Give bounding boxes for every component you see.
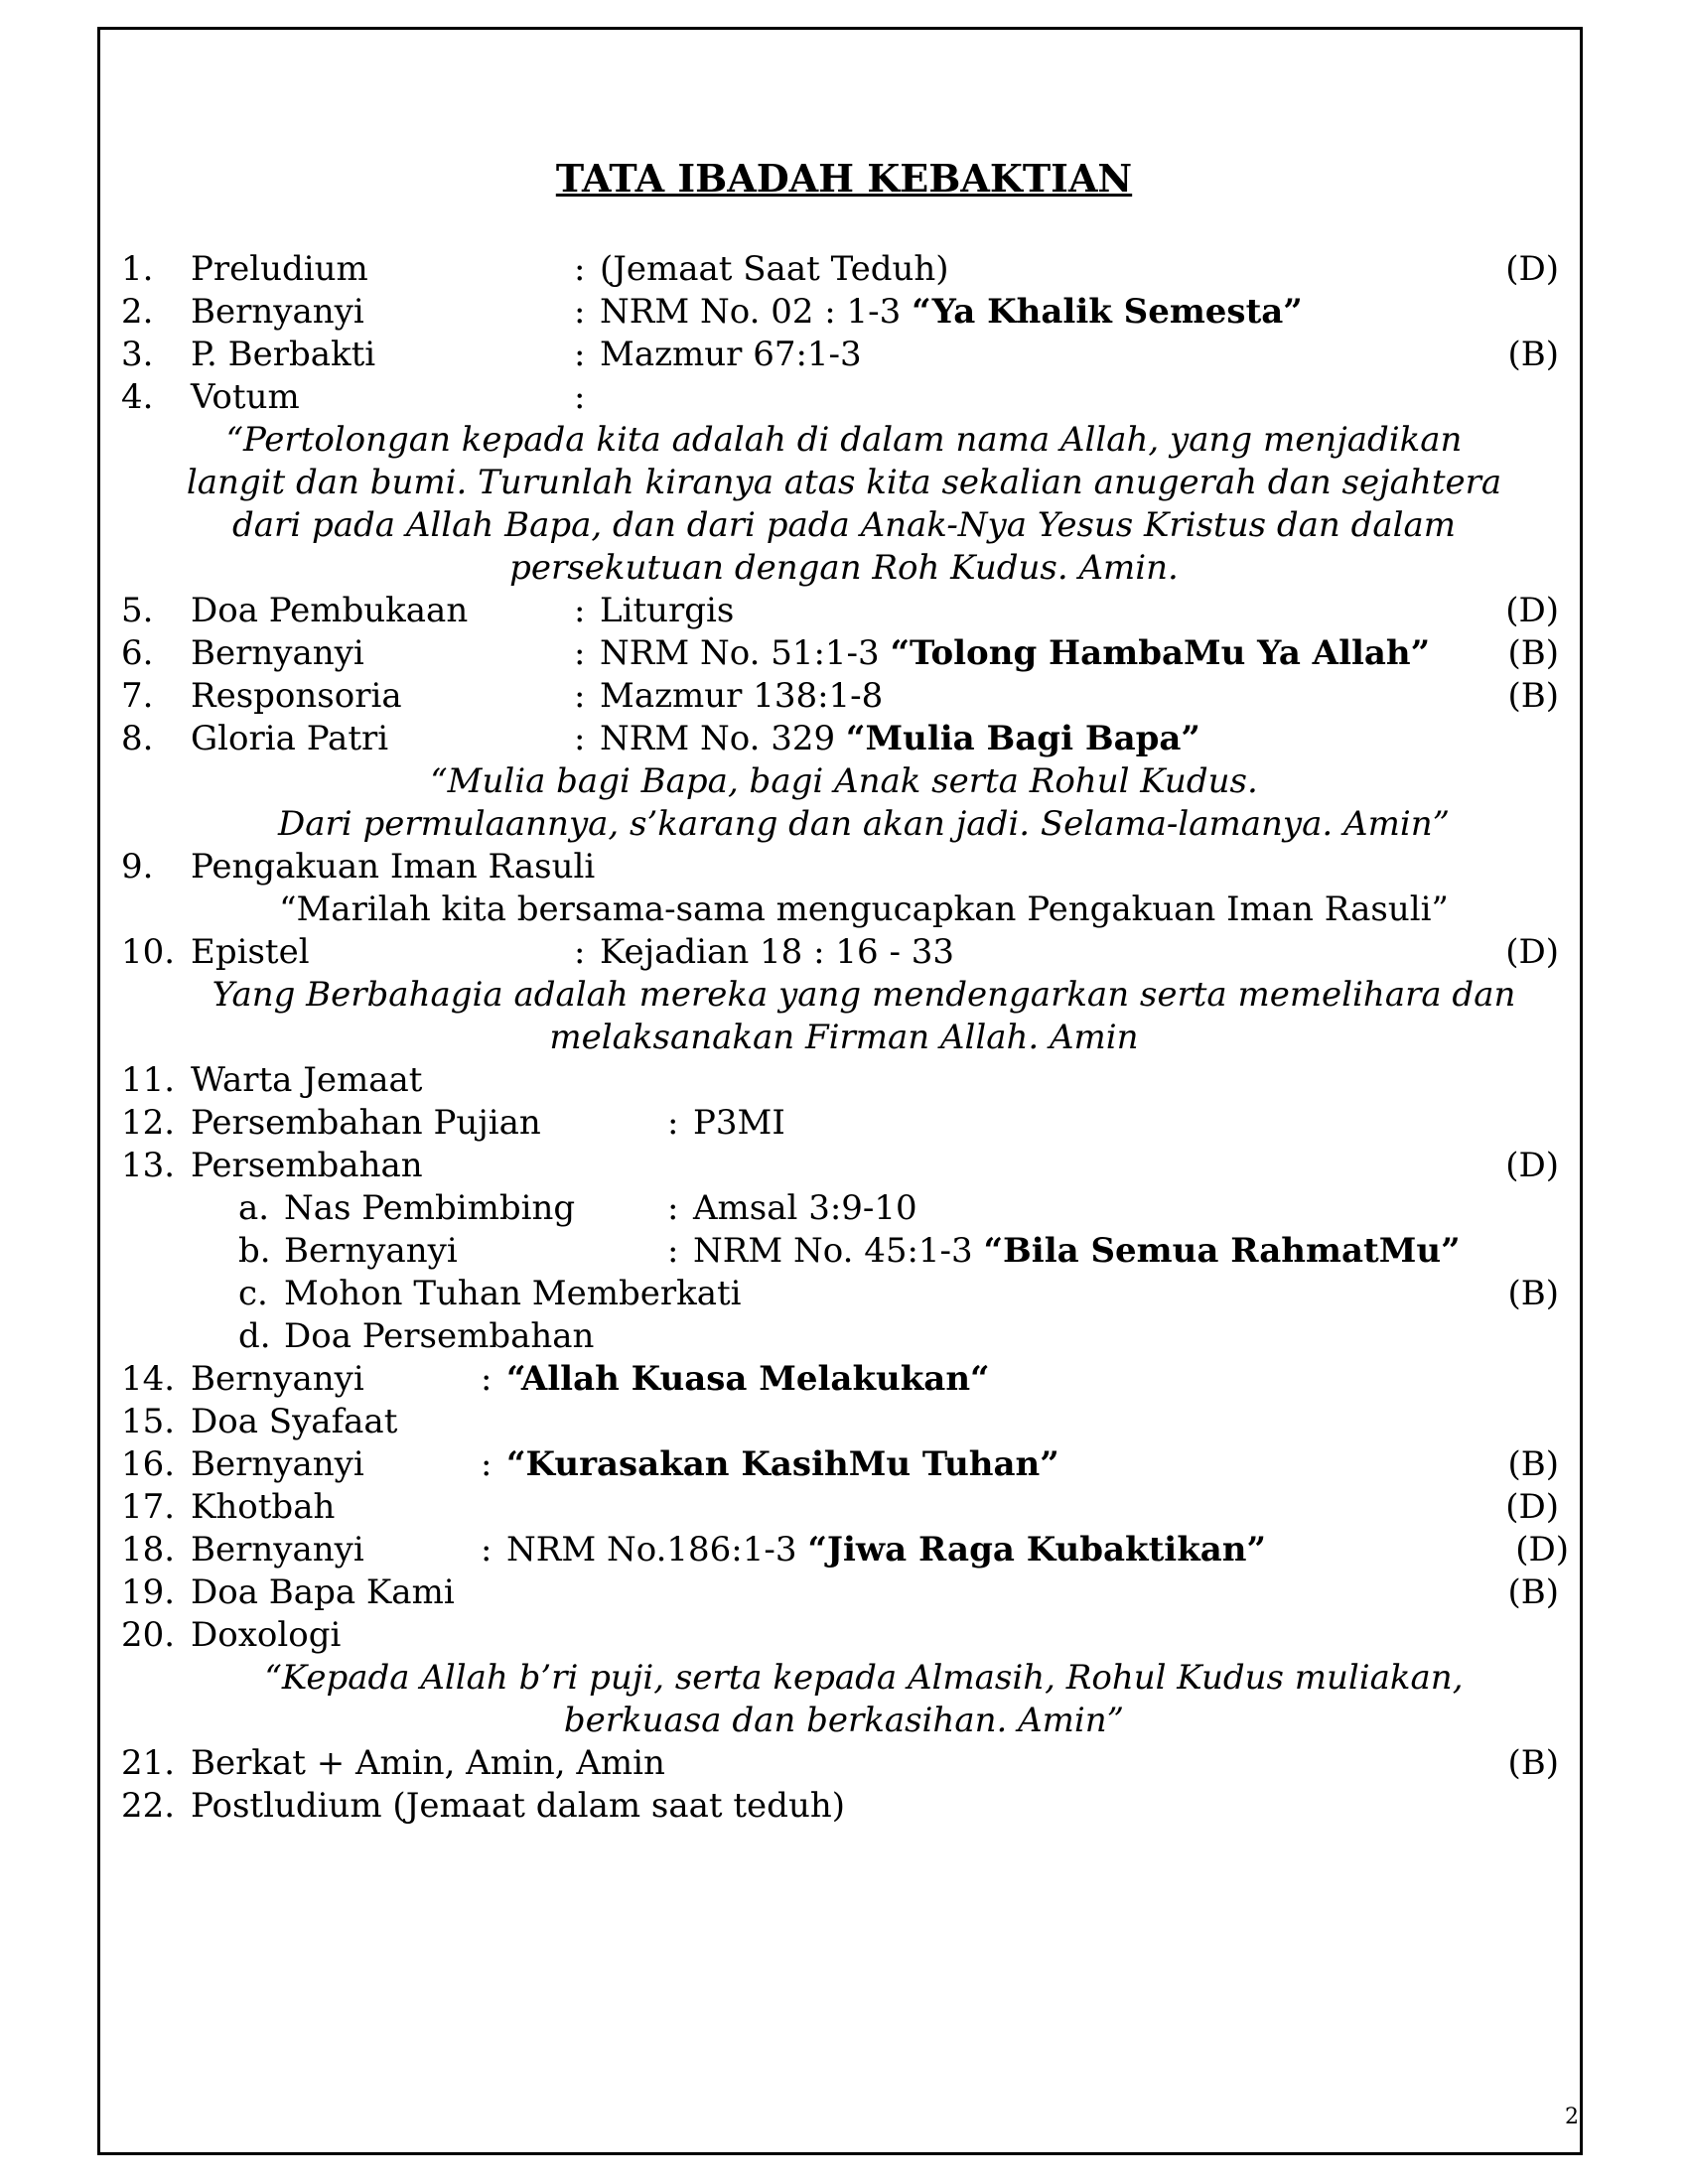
epistel-text: melaksanakan Firman Allah. Amin <box>549 1018 1139 1057</box>
iman-text: “Marilah kita bersama-sama mengucapkan Pengakuan Iman Rasuli” <box>279 889 1449 929</box>
list-item: 20. Doxologi <box>121 1615 342 1655</box>
sub-list-item: b. Bernyanyi : NRM No. 45:1-3 “Bila Semua RahmatMu” <box>238 1231 1461 1271</box>
list-item: 2. Bernyanyi : NRM No. 02 : 1-3 “Ya Khalik Semesta” <box>121 292 1303 332</box>
gloria-text: “Mulia bagi Bapa, bagi Anak serta Rohul Kudus. <box>430 761 1258 801</box>
sub-list-item: c. Mohon Tuhan Memberkati (B) <box>238 1274 1559 1313</box>
list-item: 5. Doa Pembukaan : Liturgis (D) <box>121 591 1559 630</box>
doxologi-text: “Kepada Allah b’ri puji, serta kepada Almasih, Rohul Kudus muliakan, <box>264 1658 1464 1698</box>
list-item: 16. Bernyanyi : “Kurasakan KasihMu Tuhan” (B) <box>121 1444 1559 1484</box>
list-item: 9. Pengakuan Iman Rasuli <box>121 847 596 887</box>
list-item: 14. Bernyanyi : “Allah Kuasa Melakukan“ <box>121 1359 990 1399</box>
sub-list-item: d. Doa Persembahan <box>238 1316 595 1356</box>
list-item: 6. Bernyanyi : NRM No. 51:1-3 “Tolong HambaMu Ya Allah” (B) <box>121 633 1559 673</box>
list-item: 12. Persembahan Pujian : P3MI <box>121 1103 785 1143</box>
page-title: TATA IBADAH KEBAKTIAN <box>555 156 1133 201</box>
list-item: 8. Gloria Patri : NRM No. 329 “Mulia Bagi Bapa” <box>121 719 1200 758</box>
list-item: 15. Doa Syafaat <box>121 1402 398 1441</box>
sub-list-item: a. Nas Pembimbing : Amsal 3:9-10 <box>238 1188 917 1228</box>
votum-text: dari pada Allah Bapa, dan dari pada Anak-Nya Yesus Kristus dan dalam <box>231 505 1457 545</box>
list-item: 10. Epistel : Kejadian 18 : 16 - 33 (D) <box>121 932 1559 972</box>
list-item: 19. Doa Bapa Kami (B) <box>121 1572 1559 1612</box>
list-item: 3. P. Berbakti : Mazmur 67:1-3 (B) <box>121 335 1559 374</box>
epistel-text: Yang Berbahagia adalah mereka yang mendengarkan serta memelihara dan <box>211 975 1516 1015</box>
votum-text: persekutuan dengan Roh Kudus. Amin. <box>509 548 1179 588</box>
list-item: 11. Warta Jemaat <box>121 1060 423 1100</box>
list-item: 7. Responsoria : Mazmur 138:1-8 (B) <box>121 676 1559 716</box>
list-item: 4. Votum : <box>121 377 586 417</box>
list-item: 18. Bernyanyi : NRM No.186:1-3 “Jiwa Raga Kubaktikan” (D) <box>121 1530 1569 1570</box>
list-item: 22. Postludium (Jemaat dalam saat teduh) <box>121 1786 845 1826</box>
doxologi-text: berkuasa dan berkasihan. Amin” <box>563 1701 1125 1740</box>
votum-text: “Pertolongan kepada kita adalah di dalam nama Allah, yang menjadikan <box>225 420 1463 460</box>
list-item: 21. Berkat + Amin, Amin, Amin (B) <box>121 1743 1559 1783</box>
gloria-text: Dari permulaannya, s’karang dan akan jadi. Selama-lamanya. Amin” <box>278 804 1450 844</box>
list-item: 1. Preludium : (Jemaat Saat Teduh) (D) <box>121 249 1559 289</box>
list-item: 13. Persembahan (D) <box>121 1146 1559 1185</box>
votum-text: langit dan bumi. Turunlah kiranya atas kita sekalian anugerah dan sejahtera <box>186 463 1502 502</box>
list-item: 17. Khotbah (D) <box>121 1487 1559 1527</box>
page-number: 2 <box>1565 2105 1579 2129</box>
